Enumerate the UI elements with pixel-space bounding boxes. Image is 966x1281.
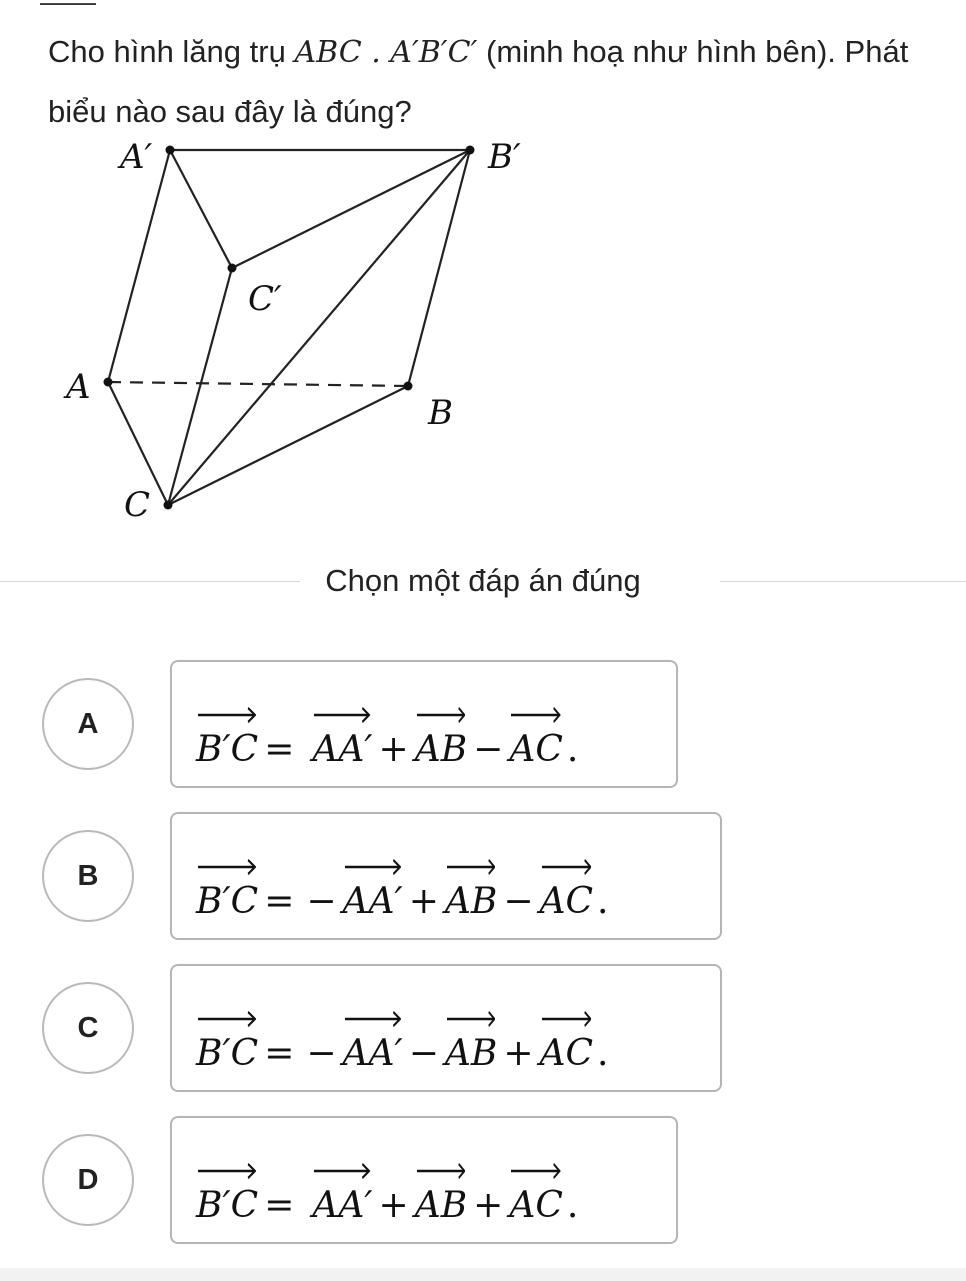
option-d[interactable] [0, 1116, 966, 1246]
equals-sign: = [264, 1033, 295, 1074]
operator-2: + [378, 729, 409, 770]
vector-3: AC [540, 1003, 594, 1074]
vector-3: AC [540, 851, 594, 922]
operator-2: + [408, 881, 439, 922]
label-c-prime: C′ [248, 279, 282, 319]
option-c[interactable] [0, 964, 966, 1094]
vector-2: AB [415, 1155, 467, 1226]
period: . [597, 1033, 609, 1074]
sign-1: − [306, 881, 337, 922]
question-text-before: Cho hình lăng trụ [48, 34, 295, 69]
option-c-radio[interactable]: C [42, 982, 134, 1074]
label-b: B [428, 393, 453, 433]
instruction-divider [0, 558, 966, 608]
prism-figure [40, 120, 580, 540]
operator-3: − [503, 881, 534, 922]
vector-3: AC [509, 1155, 563, 1226]
label-a-prime: A′ [120, 137, 153, 177]
vector-lhs: B′C [196, 851, 258, 922]
vector-2: AB [415, 699, 467, 770]
period: . [566, 729, 579, 770]
equals-sign: = [264, 881, 295, 922]
option-b-answer-box[interactable] [170, 812, 722, 940]
prism-name: ABC . A′B′C′ [294, 35, 478, 70]
option-b-expression [196, 836, 609, 922]
vector-1: AA′ [312, 699, 372, 770]
period: . [597, 881, 609, 922]
equals-sign: = [264, 729, 295, 770]
divider-right-line [720, 581, 966, 582]
period: . [566, 1185, 579, 1226]
vector-lhs: B′C [196, 699, 258, 770]
option-d-answer-box[interactable] [170, 1116, 678, 1244]
vector-2: AB [445, 851, 497, 922]
vector-lhs: B′C [196, 1155, 258, 1226]
vector-1: AA′ [343, 1003, 403, 1074]
label-c: C [124, 485, 151, 525]
vector-1: AA′ [312, 1155, 372, 1226]
option-c-expression [196, 988, 609, 1074]
label-a: A [66, 367, 91, 407]
option-c-answer-box[interactable] [170, 964, 722, 1092]
vector-2: AB [445, 1003, 497, 1074]
option-b[interactable] [0, 812, 966, 942]
operator-3: + [473, 1185, 504, 1226]
equals-sign: = [264, 1185, 295, 1226]
option-a-radio[interactable]: A [42, 678, 134, 770]
vector-lhs: B′C [196, 1003, 258, 1074]
cropped-header-fragment: —— [40, 0, 96, 17]
operator-2: − [408, 1033, 439, 1074]
sign-1: − [306, 1033, 337, 1074]
operator-3: − [473, 729, 504, 770]
instruction-label: Chọn một đáp án đúng [325, 563, 641, 598]
label-b-prime: B′ [488, 137, 521, 177]
option-d-radio[interactable]: D [42, 1134, 134, 1226]
bottom-strip [0, 1268, 966, 1281]
option-b-radio[interactable]: B [42, 830, 134, 922]
option-a[interactable] [0, 660, 966, 790]
option-d-expression [196, 1140, 578, 1226]
operator-2: + [378, 1185, 409, 1226]
vector-1: AA′ [343, 851, 403, 922]
question-text-after: (minh hoạ như hình bên). Phát biểu nào sau đây là đúng? [48, 34, 909, 129]
vector-3: AC [509, 699, 563, 770]
operator-3: + [503, 1033, 534, 1074]
option-a-expression [196, 684, 578, 770]
option-a-answer-box[interactable] [170, 660, 678, 788]
